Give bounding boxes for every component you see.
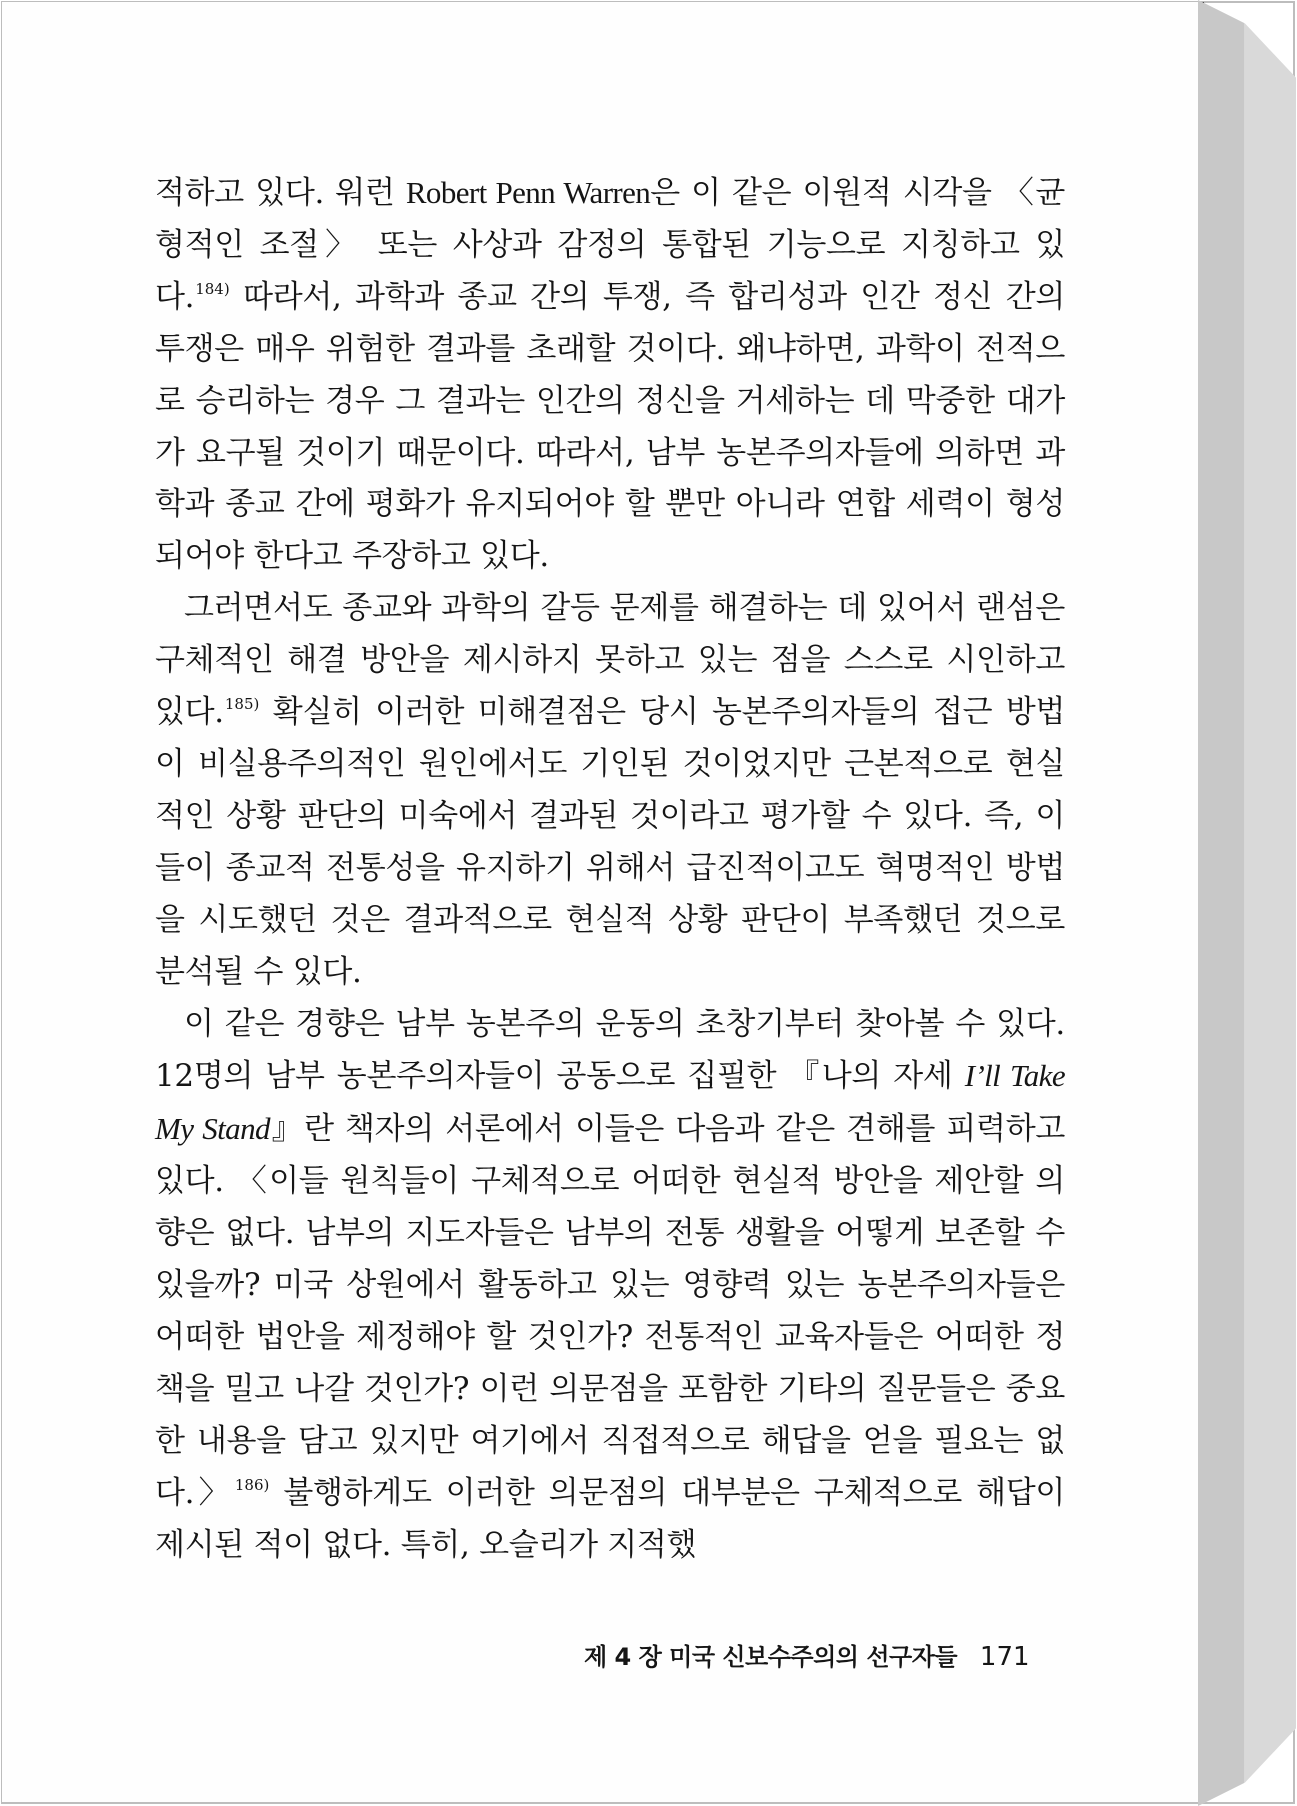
paragraph-3-text-2: 』란 책자의 서론에서 이들은 다음과 같은 견해를 피력하고 있다. 〈이들 원칙들이 구체적으로 어떠한 현실적 방안을 제안할 의향은 없다. 남부의 지도자들은 남부의 전통 생활을 어떻게 보존할 수 있을까? 미국 상원에서 활동하고 있는 영향력 있는 농본주의자들은 어떠한 법안을 제정해야 할 것인가? 전통적인 교육자들은 어떠한 정책을 밀고 나갈 것인가? 이런 의문점을 포함한 기타의 질문들은 중요한 내용을 담고 있지만 여기에서 직접적으로 해답을 얻을 필요는 없다.〉 bbox=[155, 1111, 1065, 1511]
paragraph-1-text-2: 은 이 같은 이원적 시각을 〈균형적인 조절〉 또는 사상과 감정의 통합된 기능으로 지칭하고 있다. bbox=[155, 175, 1065, 315]
paragraph-1 bbox=[155, 167, 1065, 583]
book-edge-shadow bbox=[1198, 0, 1296, 1806]
footnote-184: 184) bbox=[195, 279, 230, 298]
footnote-186: 186) bbox=[234, 1475, 270, 1494]
paragraph-3-text-1: 이 같은 경향은 남부 농본주의 운동의 초창기부터 찾아볼 수 있다. 12명의 남부 농본주의자들이 공동으로 집필한 『나의 자세 bbox=[155, 1005, 1065, 1095]
book-title-english: I’ll Take My Stand bbox=[155, 1058, 1065, 1147]
page-number: 171 bbox=[979, 1642, 1030, 1672]
paragraph-3 bbox=[155, 999, 1065, 1572]
chapter-title: 미국 신보수주의의 선구자들 bbox=[669, 1643, 958, 1671]
footnote-185: 185) bbox=[224, 695, 260, 714]
paragraph-2-text-2: 확실히 이러한 미해결점은 당시 농본주의자들의 접근 방법이 비실용주의적인 원인에서도 기인된 것이었지만 근본적으로 현실적인 상황 판단의 미숙에서 결과된 것이라고 평가할 수 있다. 즉, 이들이 종교적 전통성을 유지하기 위해서 급진적이고도 혁명적인 방법을 시도했던 것은 결과적으로 현실적 상황 판단이 부족했던 것으로 분석될 수 있다. bbox=[155, 694, 1065, 990]
book-page bbox=[2, 2, 1204, 1802]
paragraph-2-text-1: 그러면서도 종교와 과학의 갈등 문제를 해결하는 데 있어서 랜섬은 구체적인 해결 방안을 제시하지 못하고 있는 점을 스스로 시인하고 있다. bbox=[155, 590, 1065, 731]
paragraph-2 bbox=[155, 583, 1065, 998]
paragraph-1-author-name: Robert Penn Warren bbox=[405, 175, 651, 210]
chapter-label: 제 4 장 bbox=[584, 1643, 662, 1671]
paragraph-3-text-3: 불행하게도 이러한 의문점의 대부분은 구체적으로 해답이 제시된 적이 없다. 특히, 오슬리가 지적했 bbox=[155, 1474, 1066, 1563]
paragraph-1-text-3: 따라서, 과학과 종교 간의 투쟁, 즉 합리성과 인간 정신 간의 투쟁은 매우 위험한 결과를 초래할 것이다. 왜냐하면, 과학이 전적으로 승리하는 경우 그 결과는 인간의 정신을 거세하는 데 막중한 대가가 요구될 것이기 때문이다. 따라서, 남부 농본주의자들에 의하면 과학과 종교 간에 평화가 유지되어야 할 뿐만 아니라 연합 세력이 형성되어야 한다고 주장하고 있다. bbox=[155, 278, 1065, 575]
paragraph-1-text-1: 적하고 있다. 워런 bbox=[155, 175, 406, 211]
page-footer bbox=[584, 1640, 1044, 1674]
body-text bbox=[155, 167, 1065, 1571]
